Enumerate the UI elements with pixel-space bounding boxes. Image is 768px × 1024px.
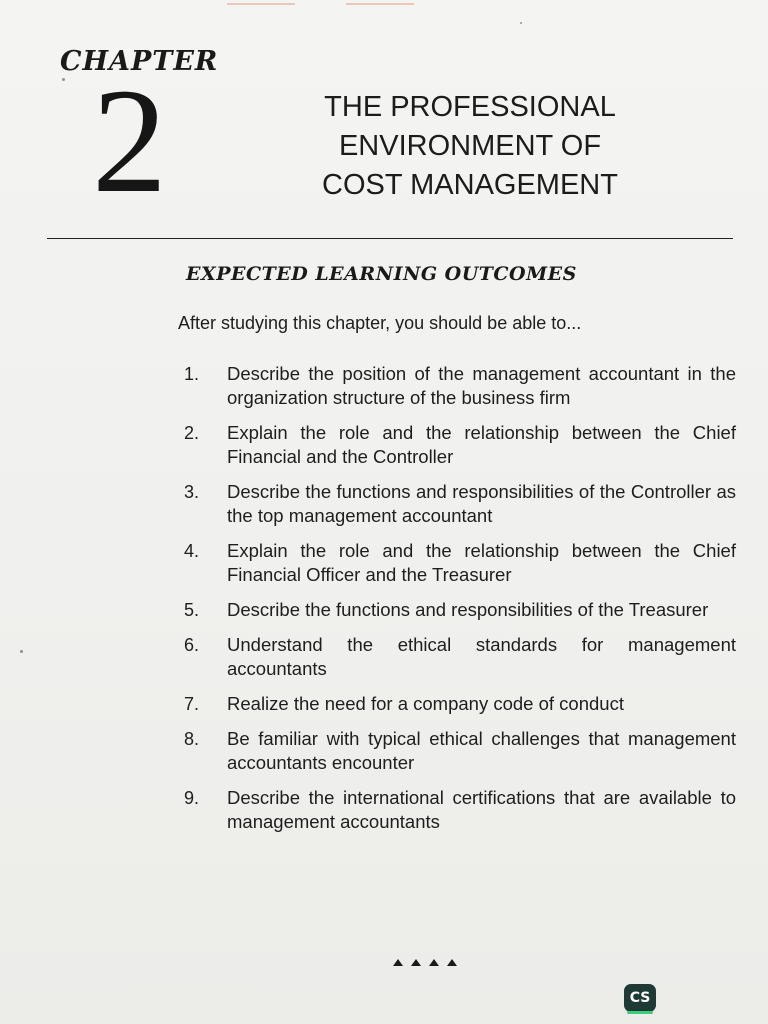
outcome-number: 6.	[184, 635, 200, 655]
outcome-number: 3.	[184, 482, 200, 502]
outcome-text: Be familiar with typical ethical challenges that management accountants encounter	[227, 728, 736, 773]
outcome-text: Describe the international certifications that are available to management accountants	[227, 787, 736, 832]
list-item	[176, 727, 736, 775]
chapter-title-line: ENVIRONMENT OF	[338, 130, 602, 162]
triangle-ornament-icon	[393, 956, 463, 968]
list-item	[176, 539, 736, 587]
triangle-icon	[447, 959, 457, 966]
scan-speck	[20, 650, 23, 653]
triangle-icon	[393, 959, 403, 966]
list-item	[176, 480, 736, 528]
triangle-icon	[429, 959, 439, 966]
outcome-number: 7.	[184, 694, 200, 714]
outcome-number: 5.	[184, 600, 200, 620]
scan-speck	[520, 22, 522, 24]
outcome-text: Describe the functions and responsibilities of the Controller as the top management accountant	[227, 481, 736, 526]
chapter-label: CHAPTER	[60, 46, 219, 77]
outcome-text: Explain the role and the relationship between the Chief Financial Officer and the Treasurer	[227, 540, 736, 585]
list-item	[176, 362, 736, 410]
outcome-text: Describe the position of the management accountant in the organization structure of the business firm	[227, 363, 736, 408]
section-heading: EXPECTED LEARNING OUTCOMES	[186, 263, 577, 285]
outcome-number: 8.	[184, 729, 200, 749]
outcome-text: Realize the need for a company code of conduct	[227, 693, 624, 714]
outcome-number: 4.	[184, 541, 200, 561]
list-item	[176, 692, 736, 716]
horizontal-rule	[47, 238, 733, 239]
scan-edge-mark	[346, 3, 414, 5]
outcome-text: Describe the functions and responsibilities of the Treasurer	[227, 599, 709, 620]
triangle-icon	[411, 959, 421, 966]
list-item	[176, 421, 736, 469]
outcome-number: 1.	[184, 364, 200, 384]
list-item	[176, 633, 736, 681]
outcome-number: 9.	[184, 788, 200, 808]
chapter-title-line: COST MANAGEMENT	[322, 169, 618, 201]
outcome-number: 2.	[184, 423, 200, 443]
outcomes-list	[176, 362, 736, 845]
outcome-text: Understand the ethical standards for management accountants	[227, 634, 736, 679]
scan-edge-marks	[0, 3, 768, 5]
list-item	[176, 598, 736, 622]
chapter-title	[270, 88, 670, 205]
scan-speck	[62, 78, 65, 81]
intro-text: After studying this chapter, you should be able to...	[178, 313, 582, 333]
chapter-title-line: THE PROFESSIONAL	[324, 91, 616, 123]
list-item	[176, 786, 736, 834]
camscanner-badge: CS	[624, 984, 656, 1012]
scan-edge-mark	[227, 3, 295, 5]
chapter-number: 2	[92, 58, 167, 224]
outcome-text: Explain the role and the relationship between the Chief Financial and the Controller	[227, 422, 736, 467]
